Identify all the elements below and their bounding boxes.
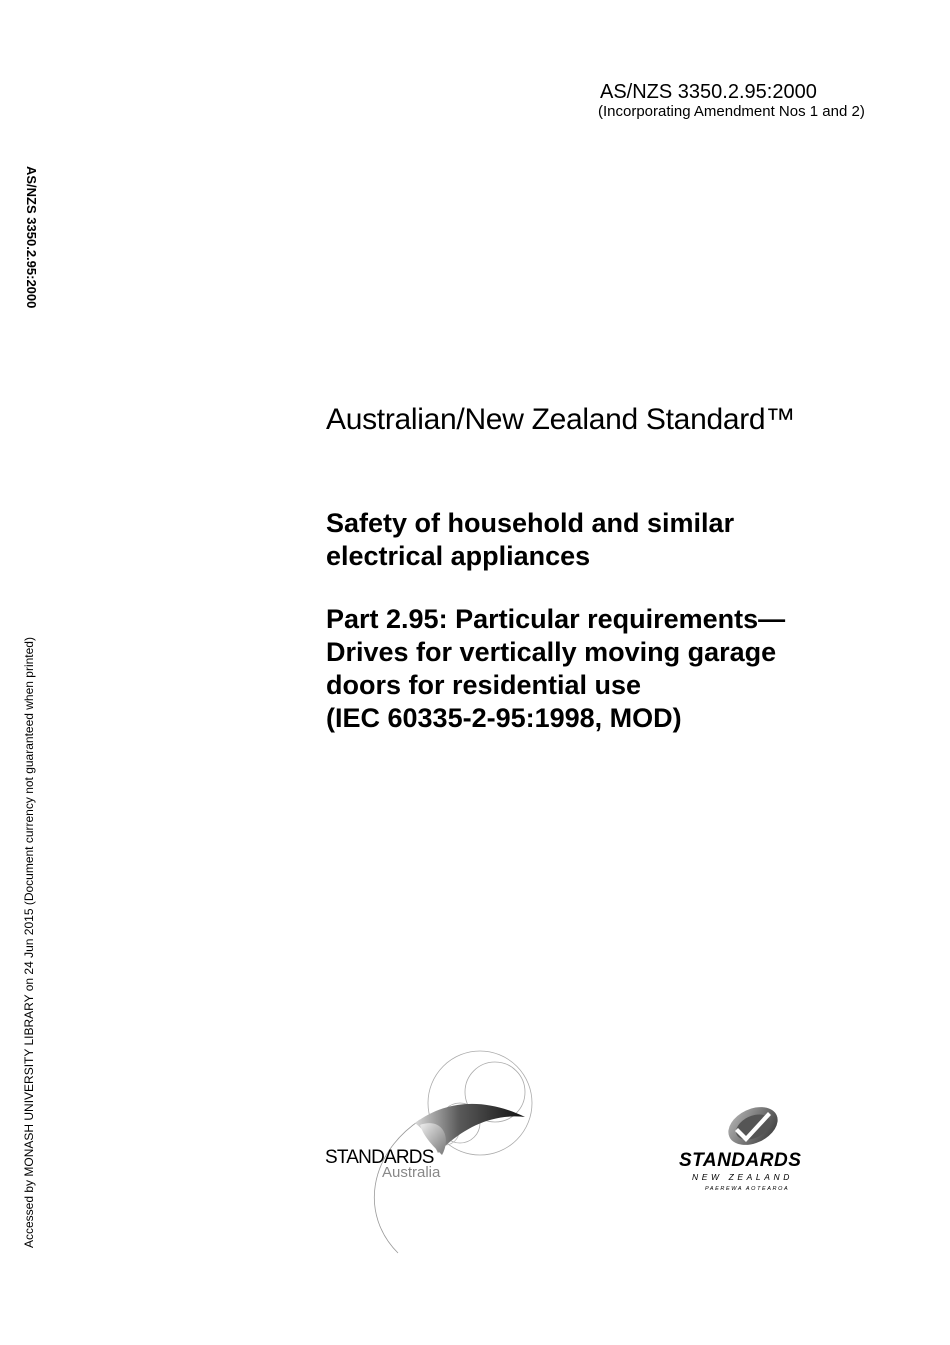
logo-word-australia: Australia [382, 1164, 441, 1181]
part-title-line: Drives for vertically moving garage [326, 637, 777, 667]
amendment-note: (Incorporating Amendment Nos 1 and 2) [598, 103, 865, 120]
logo-word-standards: STANDARDS [679, 1150, 802, 1171]
swoosh-circles-logo-icon [320, 1045, 540, 1260]
checkmark-swoosh-logo-icon [676, 1100, 831, 1200]
spine-standard-number: AS/NZS 3350.2.95:2000 [24, 166, 39, 309]
part-title-line: doors for residential use [326, 670, 642, 700]
logo-word-paerewa: PAEREWA AOTEAROA [705, 1186, 790, 1192]
part-title [326, 603, 906, 735]
part-title-line: (IEC 60335-2-95:1998, MOD) [326, 703, 682, 733]
access-margin-note: Accessed by MONASH UNIVERSITY LIBRARY on 24 Jun 2015 (Document currency not guaranteed when printed) [22, 637, 36, 1248]
title-line: Safety of household and similar [326, 508, 735, 538]
part-title-line: Part 2.95: Particular requirements— [326, 604, 786, 634]
document-title [326, 507, 886, 573]
standard-number: AS/NZS 3350.2.95:2000 [600, 81, 817, 103]
logo-word-standards: STANDARDS [325, 1147, 434, 1168]
standards-new-zealand-logo [676, 1100, 831, 1200]
standards-australia-logo [320, 1045, 540, 1260]
standard-type-heading: Australian/New Zealand Standard™ [326, 403, 795, 436]
title-line: electrical appliances [326, 541, 591, 571]
logo-word-new-zealand: NEW ZEALAND [692, 1172, 793, 1182]
